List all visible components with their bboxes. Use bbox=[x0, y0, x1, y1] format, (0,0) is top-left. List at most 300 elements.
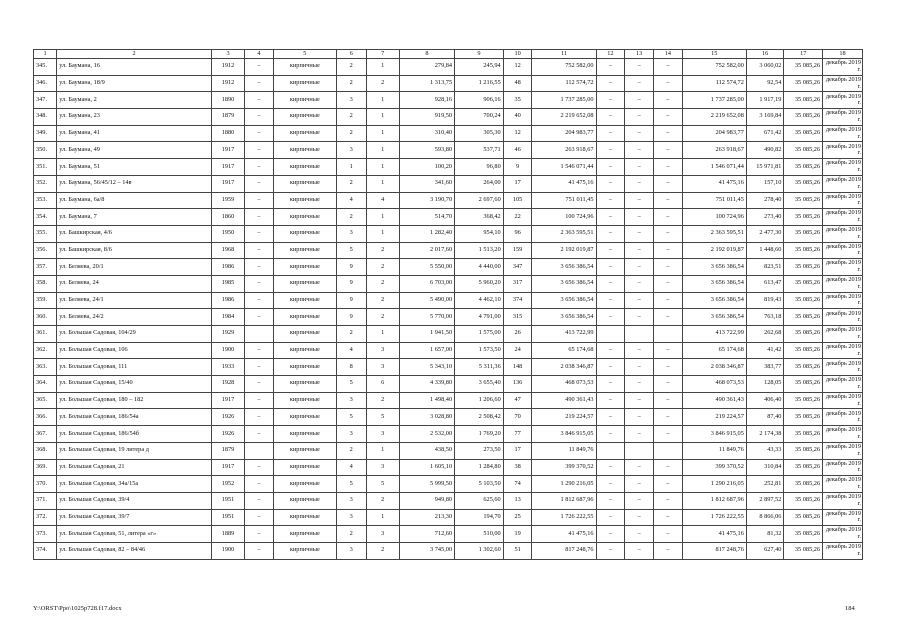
cell-wall-material: кирпичные bbox=[273, 342, 336, 359]
cell-total-area: 1 657,00 bbox=[399, 342, 454, 359]
cell-total-area: 1 941,50 bbox=[399, 326, 454, 343]
cell-limit-cost: 35 085,26 bbox=[784, 242, 823, 259]
cell-cost-per-sqm: 3 169,84 bbox=[746, 109, 784, 126]
cell-cost-15: 41 475,16 bbox=[682, 175, 746, 192]
cell-address: ул. Беляева, 24/2 bbox=[57, 309, 212, 326]
table-row bbox=[34, 59, 863, 76]
cell-row-number: 354. bbox=[34, 209, 57, 226]
table-row bbox=[34, 342, 863, 359]
cell-cost-15: 3 656 386,54 bbox=[682, 292, 746, 309]
cell-residents: 315 bbox=[503, 309, 532, 326]
header-cell-col-12: 12 bbox=[596, 50, 625, 59]
cell-col-12: – bbox=[596, 492, 625, 509]
cell-year-built: 1951 bbox=[211, 492, 244, 509]
cell-floors: 8 bbox=[336, 359, 366, 376]
cell-residents: 374 bbox=[503, 292, 532, 309]
cell-col-12: – bbox=[596, 459, 625, 476]
cell-year-built: 1951 bbox=[211, 509, 244, 526]
cell-year-built: 1917 bbox=[211, 159, 244, 176]
cell-completion-date: декабрь 2019 г. bbox=[823, 359, 863, 376]
cell-total-area: 213,30 bbox=[399, 509, 454, 526]
cell-col-14: – bbox=[654, 125, 683, 142]
cell-residents: 9 bbox=[503, 159, 532, 176]
cell-row-number: 373. bbox=[34, 526, 57, 543]
table-row bbox=[34, 142, 863, 159]
cell-cost-15: 41 475,16 bbox=[682, 526, 746, 543]
cell-total-cost: 41 475,16 bbox=[532, 175, 596, 192]
cell-total-cost: 413 722,99 bbox=[532, 326, 596, 343]
cell-col-13: – bbox=[625, 142, 654, 159]
cell-total-cost: 490 361,43 bbox=[532, 392, 596, 409]
cell-total-area: 5 550,00 bbox=[399, 259, 454, 276]
cell-year-built: 1986 bbox=[211, 292, 244, 309]
cell-entrances: 1 bbox=[366, 175, 399, 192]
cell-col-12: – bbox=[596, 509, 625, 526]
cell-total-cost: 2 363 595,51 bbox=[532, 225, 596, 242]
cell-limit-cost: 35 085,26 bbox=[784, 159, 823, 176]
cell-total-area: 919,50 bbox=[399, 109, 454, 126]
cell-limit-cost: 35 085,26 bbox=[784, 526, 823, 543]
cell-cost-per-sqm: 627,40 bbox=[746, 542, 784, 559]
cell-address: ул. Большая Садовая, 51, литера «г» bbox=[57, 526, 212, 543]
cell-col-4: – bbox=[245, 75, 274, 92]
cell-cost-per-sqm: 43,33 bbox=[746, 442, 784, 459]
header-cell-completion-date: 18 bbox=[823, 50, 863, 59]
cell-floors: 9 bbox=[336, 292, 366, 309]
cell-col-14: – bbox=[654, 459, 683, 476]
table-row bbox=[34, 459, 863, 476]
cell-cost-per-sqm: 273,40 bbox=[746, 209, 784, 226]
cell-residents: 48 bbox=[503, 75, 532, 92]
cell-residents: 96 bbox=[503, 225, 532, 242]
cell-year-built: 1860 bbox=[211, 209, 244, 226]
cell-floors: 3 bbox=[336, 392, 366, 409]
cell-col-14: – bbox=[654, 359, 683, 376]
cell-total-cost: 1 726 222,55 bbox=[532, 509, 596, 526]
cell-wall-material: кирпичные bbox=[273, 476, 336, 493]
cell-address: ул. Большая Садовая, 111 bbox=[57, 359, 212, 376]
cell-col-4: – bbox=[245, 492, 274, 509]
cell-col-14: – bbox=[654, 242, 683, 259]
header-cell-cost-15: 15 bbox=[682, 50, 746, 59]
cell-limit-cost: 35 085,26 bbox=[784, 125, 823, 142]
table-row bbox=[34, 109, 863, 126]
cell-row-number: 347. bbox=[34, 92, 57, 109]
cell-floors: 2 bbox=[336, 526, 366, 543]
header-cell-entrances: 7 bbox=[366, 50, 399, 59]
cell-total-cost: 112 574,72 bbox=[532, 75, 596, 92]
cell-floors: 9 bbox=[336, 309, 366, 326]
cell-col-14: – bbox=[654, 192, 683, 209]
cell-residents: 12 bbox=[503, 59, 532, 76]
cell-completion-date: декабрь 2019 г. bbox=[823, 175, 863, 192]
cell-limit-cost: 35 085,26 bbox=[784, 509, 823, 526]
cell-entrances: 5 bbox=[366, 476, 399, 493]
cell-total-area: 1 313,75 bbox=[399, 75, 454, 92]
cell-floors: 1 bbox=[336, 159, 366, 176]
cell-total-cost: 1 290 216,05 bbox=[532, 476, 596, 493]
header-cell-col-4: 4 bbox=[245, 50, 274, 59]
cell-wall-material: кирпичные bbox=[273, 426, 336, 443]
cell-col-4: – bbox=[245, 92, 274, 109]
cell-total-cost: 817 248,76 bbox=[532, 542, 596, 559]
cell-col-4: – bbox=[245, 242, 274, 259]
cell-limit-cost: 35 085,26 bbox=[784, 309, 823, 326]
cell-total-area: 1 282,40 bbox=[399, 225, 454, 242]
cell-residents: 317 bbox=[503, 275, 532, 292]
cell-cost-15: 11 849,76 bbox=[682, 442, 746, 459]
cell-total-area: 5 343,10 bbox=[399, 359, 454, 376]
cell-total-cost: 3 656 386,54 bbox=[532, 259, 596, 276]
cell-year-built: 1926 bbox=[211, 409, 244, 426]
cell-cost-per-sqm: 41,42 bbox=[746, 342, 784, 359]
cell-col-12: – bbox=[596, 426, 625, 443]
table-row bbox=[34, 392, 863, 409]
header-cell-col-14: 14 bbox=[654, 50, 683, 59]
cell-col-12: – bbox=[596, 359, 625, 376]
cell-total-area: 1 605,10 bbox=[399, 459, 454, 476]
cell-col-4: – bbox=[245, 542, 274, 559]
cell-col-13: – bbox=[625, 426, 654, 443]
cell-col-4: – bbox=[245, 309, 274, 326]
cell-col-14: – bbox=[654, 275, 683, 292]
cell-cost-15: 399 370,52 bbox=[682, 459, 746, 476]
cell-row-number: 360. bbox=[34, 309, 57, 326]
cell-col-13: – bbox=[625, 125, 654, 142]
cell-col-12: – bbox=[596, 75, 625, 92]
cell-cost-per-sqm: 1 917,19 bbox=[746, 92, 784, 109]
cell-cost-15: 817 248,76 bbox=[682, 542, 746, 559]
cell-residents: 136 bbox=[503, 376, 532, 393]
cell-completion-date: декабрь 2019 г. bbox=[823, 159, 863, 176]
table-row bbox=[34, 376, 863, 393]
table-row bbox=[34, 292, 863, 309]
cell-entrances: 3 bbox=[366, 526, 399, 543]
cell-completion-date: декабрь 2019 г. bbox=[823, 275, 863, 292]
page-number: 184 bbox=[845, 605, 855, 612]
cell-year-built: 1879 bbox=[211, 109, 244, 126]
cell-living-area: 906,16 bbox=[455, 92, 504, 109]
cell-year-built: 1889 bbox=[211, 526, 244, 543]
table-body bbox=[34, 59, 863, 560]
cell-living-area: 194,70 bbox=[455, 509, 504, 526]
cell-col-13: – bbox=[625, 359, 654, 376]
cell-completion-date: декабрь 2019 г. bbox=[823, 459, 863, 476]
cell-cost-per-sqm: 310,84 bbox=[746, 459, 784, 476]
cell-living-area: 1 513,20 bbox=[455, 242, 504, 259]
cell-completion-date: декабрь 2019 г. bbox=[823, 309, 863, 326]
cell-living-area: 625,60 bbox=[455, 492, 504, 509]
cell-cost-per-sqm: 87,40 bbox=[746, 409, 784, 426]
cell-completion-date: декабрь 2019 г. bbox=[823, 75, 863, 92]
cell-col-4: – bbox=[245, 142, 274, 159]
cell-cost-15: 100 724,96 bbox=[682, 209, 746, 226]
cell-wall-material: кирпичные bbox=[273, 159, 336, 176]
cell-address: ул. Большая Садовая, 19 литера д bbox=[57, 442, 212, 459]
cell-completion-date: декабрь 2019 г. bbox=[823, 526, 863, 543]
cell-entrances: 1 bbox=[366, 509, 399, 526]
cell-year-built: 1959 bbox=[211, 192, 244, 209]
cell-living-area: 1 575,00 bbox=[455, 326, 504, 343]
cell-total-cost: 3 656 386,54 bbox=[532, 292, 596, 309]
cell-col-4: – bbox=[245, 476, 274, 493]
cell-wall-material: кирпичные bbox=[273, 326, 336, 343]
cell-completion-date: декабрь 2019 г. bbox=[823, 125, 863, 142]
table-row bbox=[34, 125, 863, 142]
cell-col-14 bbox=[654, 442, 683, 459]
cell-completion-date: декабрь 2019 г. bbox=[823, 259, 863, 276]
cell-limit-cost: 35 085,26 bbox=[784, 326, 823, 343]
cell-living-area: 368,42 bbox=[455, 209, 504, 226]
cell-completion-date: декабрь 2019 г. bbox=[823, 59, 863, 76]
cell-col-13: – bbox=[625, 242, 654, 259]
cell-total-area: 514,70 bbox=[399, 209, 454, 226]
cell-year-built: 1912 bbox=[211, 75, 244, 92]
cell-year-built: 1968 bbox=[211, 242, 244, 259]
cell-completion-date: декабрь 2019 г. bbox=[823, 492, 863, 509]
cell-row-number: 359. bbox=[34, 292, 57, 309]
cell-cost-per-sqm: 383,77 bbox=[746, 359, 784, 376]
cell-year-built: 1928 bbox=[211, 376, 244, 393]
cell-completion-date: декабрь 2019 г. bbox=[823, 476, 863, 493]
cell-total-area: 3 745,00 bbox=[399, 542, 454, 559]
cell-address: ул. Большая Садовая, 34а/15а bbox=[57, 476, 212, 493]
cell-limit-cost: 35 085,26 bbox=[784, 259, 823, 276]
cell-wall-material: кирпичные bbox=[273, 59, 336, 76]
cell-address: ул. Большая Садовая, 15/40 bbox=[57, 376, 212, 393]
cell-living-area: 1 302,60 bbox=[455, 542, 504, 559]
cell-total-area: 1 498,40 bbox=[399, 392, 454, 409]
cell-total-cost: 752 582,00 bbox=[532, 59, 596, 76]
cell-row-number: 350. bbox=[34, 142, 57, 159]
column-number-row bbox=[34, 50, 863, 59]
cell-col-14: – bbox=[654, 476, 683, 493]
cell-cost-15: 2 192 019,87 bbox=[682, 242, 746, 259]
cell-floors: 5 bbox=[336, 376, 366, 393]
cell-col-4: – bbox=[245, 109, 274, 126]
cell-limit-cost: 35 085,26 bbox=[784, 225, 823, 242]
cell-living-area: 305,30 bbox=[455, 125, 504, 142]
cell-col-12: – bbox=[596, 159, 625, 176]
cell-total-area: 2 532,00 bbox=[399, 426, 454, 443]
cell-cost-per-sqm: 262,68 bbox=[746, 326, 784, 343]
cell-residents: 105 bbox=[503, 192, 532, 209]
cell-year-built: 1900 bbox=[211, 342, 244, 359]
cell-entrances: 3 bbox=[366, 459, 399, 476]
cell-row-number: 358. bbox=[34, 275, 57, 292]
cell-row-number: 370. bbox=[34, 476, 57, 493]
cell-limit-cost: 35 085,26 bbox=[784, 292, 823, 309]
cell-col-12: – bbox=[596, 476, 625, 493]
cell-cost-15: 1 546 071,44 bbox=[682, 159, 746, 176]
cell-year-built: 1929 bbox=[211, 326, 244, 343]
cell-floors: 2 bbox=[336, 75, 366, 92]
cell-floors: 3 bbox=[336, 509, 366, 526]
table-row bbox=[34, 309, 863, 326]
table-row bbox=[34, 242, 863, 259]
cell-col-13 bbox=[625, 326, 654, 343]
cell-floors: 2 bbox=[336, 209, 366, 226]
cell-completion-date: декабрь 2019 г. bbox=[823, 442, 863, 459]
cell-living-area: 273,50 bbox=[455, 442, 504, 459]
cell-col-4: – bbox=[245, 59, 274, 76]
cell-total-cost: 263 918,67 bbox=[532, 142, 596, 159]
cell-address: ул. Большая Садовая, 106 bbox=[57, 342, 212, 359]
cell-col-13: – bbox=[625, 542, 654, 559]
cell-row-number: 362. bbox=[34, 342, 57, 359]
cell-col-12: – bbox=[596, 142, 625, 159]
table-row bbox=[34, 409, 863, 426]
cell-entrances: 3 bbox=[366, 359, 399, 376]
cell-residents: 47 bbox=[503, 392, 532, 409]
cell-total-cost: 3 846 915,05 bbox=[532, 426, 596, 443]
cell-completion-date: декабрь 2019 г. bbox=[823, 426, 863, 443]
cell-address: ул. Башкирская, 8/6 bbox=[57, 242, 212, 259]
cell-limit-cost: 35 085,26 bbox=[784, 275, 823, 292]
cell-year-built: 1880 bbox=[211, 125, 244, 142]
cell-total-area: 310,40 bbox=[399, 125, 454, 142]
cell-wall-material: кирпичные bbox=[273, 259, 336, 276]
cell-limit-cost: 35 085,26 bbox=[784, 192, 823, 209]
cell-col-14 bbox=[654, 326, 683, 343]
cell-residents: 77 bbox=[503, 426, 532, 443]
cell-col-12: – bbox=[596, 309, 625, 326]
cell-col-13: – bbox=[625, 92, 654, 109]
cell-cost-per-sqm: 1 448,60 bbox=[746, 242, 784, 259]
cell-total-area: 3 028,80 bbox=[399, 409, 454, 426]
cell-address: ул. Большая Садовая, 180 – 182 bbox=[57, 392, 212, 409]
cell-limit-cost: 35 085,26 bbox=[784, 75, 823, 92]
cell-col-13: – bbox=[625, 309, 654, 326]
cell-wall-material: кирпичные bbox=[273, 442, 336, 459]
cell-col-14: – bbox=[654, 509, 683, 526]
cell-floors: 2 bbox=[336, 326, 366, 343]
cell-address: ул. Беляева, 24/1 bbox=[57, 292, 212, 309]
cell-cost-per-sqm: 3 060,02 bbox=[746, 59, 784, 76]
cell-wall-material: кирпичные bbox=[273, 526, 336, 543]
cell-residents: 22 bbox=[503, 209, 532, 226]
cell-total-cost: 751 011,45 bbox=[532, 192, 596, 209]
cell-living-area: 510,00 bbox=[455, 526, 504, 543]
cell-year-built: 1912 bbox=[211, 59, 244, 76]
cell-completion-date: декабрь 2019 г. bbox=[823, 392, 863, 409]
cell-floors: 3 bbox=[336, 492, 366, 509]
cell-address: ул. Большая Садовая, 21 bbox=[57, 459, 212, 476]
cell-col-4 bbox=[245, 326, 274, 343]
cell-cost-per-sqm: 252,81 bbox=[746, 476, 784, 493]
cell-col-12: – bbox=[596, 242, 625, 259]
cell-wall-material: кирпичные bbox=[273, 225, 336, 242]
cell-col-12: – bbox=[596, 192, 625, 209]
cell-total-area: 593,80 bbox=[399, 142, 454, 159]
cell-entrances: 4 bbox=[366, 192, 399, 209]
cell-entrances: 1 bbox=[366, 326, 399, 343]
cell-cost-per-sqm: 128,05 bbox=[746, 376, 784, 393]
cell-living-area: 96,80 bbox=[455, 159, 504, 176]
cell-row-number: 352. bbox=[34, 175, 57, 192]
table-row bbox=[34, 476, 863, 493]
cell-total-cost: 468 073,53 bbox=[532, 376, 596, 393]
cell-floors: 2 bbox=[336, 109, 366, 126]
table-row bbox=[34, 192, 863, 209]
cell-living-area: 1 206,60 bbox=[455, 392, 504, 409]
header-cell-year-built: 3 bbox=[211, 50, 244, 59]
cell-col-13: – bbox=[625, 209, 654, 226]
table-row bbox=[34, 175, 863, 192]
cell-col-14: – bbox=[654, 225, 683, 242]
cell-col-13: – bbox=[625, 492, 654, 509]
cell-row-number: 355. bbox=[34, 225, 57, 242]
cell-residents: 38 bbox=[503, 459, 532, 476]
cell-residents: 46 bbox=[503, 142, 532, 159]
cell-total-area: 438,50 bbox=[399, 442, 454, 459]
cell-row-number: 345. bbox=[34, 59, 57, 76]
cell-cost-15: 1 737 285,00 bbox=[682, 92, 746, 109]
cell-cost-per-sqm: 671,42 bbox=[746, 125, 784, 142]
cell-living-area: 1 769,20 bbox=[455, 426, 504, 443]
cell-year-built: 1917 bbox=[211, 459, 244, 476]
cell-col-4: – bbox=[245, 275, 274, 292]
cell-cost-per-sqm: 819,43 bbox=[746, 292, 784, 309]
cell-col-14: – bbox=[654, 259, 683, 276]
cell-living-area: 3 655,40 bbox=[455, 376, 504, 393]
cell-entrances: 1 bbox=[366, 125, 399, 142]
cell-cost-per-sqm: 2 897,52 bbox=[746, 492, 784, 509]
cell-total-cost: 2 038 346,87 bbox=[532, 359, 596, 376]
cell-col-14: – bbox=[654, 292, 683, 309]
cell-total-cost: 11 849,76 bbox=[532, 442, 596, 459]
cell-total-cost: 2 192 019,87 bbox=[532, 242, 596, 259]
cell-entrances: 2 bbox=[366, 542, 399, 559]
cell-row-number: 363. bbox=[34, 359, 57, 376]
cell-living-area: 2 697,60 bbox=[455, 192, 504, 209]
cell-completion-date: декабрь 2019 г. bbox=[823, 409, 863, 426]
cell-floors: 3 bbox=[336, 542, 366, 559]
cell-floors: 2 bbox=[336, 125, 366, 142]
cell-col-14: – bbox=[654, 426, 683, 443]
cell-col-14: – bbox=[654, 175, 683, 192]
cell-row-number: 367. bbox=[34, 426, 57, 443]
cell-row-number: 369. bbox=[34, 459, 57, 476]
cell-living-area: 5 311,36 bbox=[455, 359, 504, 376]
cell-cost-15: 219 224,57 bbox=[682, 409, 746, 426]
cell-col-14: – bbox=[654, 342, 683, 359]
cell-residents: 40 bbox=[503, 109, 532, 126]
cell-col-12: – bbox=[596, 526, 625, 543]
cell-wall-material: кирпичные bbox=[273, 242, 336, 259]
cell-col-14: – bbox=[654, 142, 683, 159]
cell-completion-date: декабрь 2019 г. bbox=[823, 326, 863, 343]
cell-col-14: – bbox=[654, 309, 683, 326]
cell-limit-cost: 35 085,26 bbox=[784, 92, 823, 109]
cell-row-number: 372. bbox=[34, 509, 57, 526]
cell-cost-per-sqm: 2 477,30 bbox=[746, 225, 784, 242]
cell-col-13: – bbox=[625, 292, 654, 309]
cell-address: ул. Баумана, 2 bbox=[57, 92, 212, 109]
cell-row-number: 366. bbox=[34, 409, 57, 426]
cell-col-4: – bbox=[245, 192, 274, 209]
cell-completion-date: декабрь 2019 г. bbox=[823, 542, 863, 559]
cell-entrances: 2 bbox=[366, 309, 399, 326]
cell-limit-cost: 35 085,26 bbox=[784, 342, 823, 359]
cell-total-cost: 1 546 071,44 bbox=[532, 159, 596, 176]
cell-cost-per-sqm: 278,40 bbox=[746, 192, 784, 209]
cell-total-cost: 3 656 386,54 bbox=[532, 275, 596, 292]
cell-cost-15: 2 219 652,08 bbox=[682, 109, 746, 126]
cell-col-12: – bbox=[596, 392, 625, 409]
cell-row-number: 371. bbox=[34, 492, 57, 509]
cell-cost-15: 3 656 386,54 bbox=[682, 309, 746, 326]
